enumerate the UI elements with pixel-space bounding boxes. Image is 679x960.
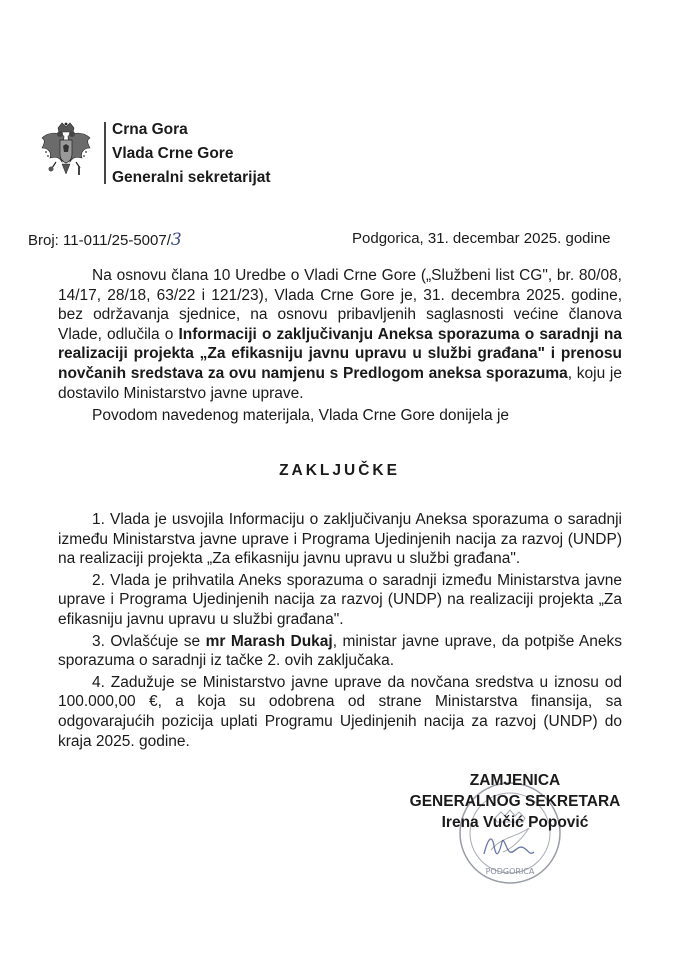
header-country: Crna Gora [112,121,188,138]
intro-text-end: , koju je dostavilo Ministarstvo javne uprave. [58,364,622,402]
conclusion-1: 1. Vlada je usvojila Informaciju o zaključivanju Aneksa sporazuma o saradnji između Ministarstva javne uprave i Programa Ujedinjenih nacija za razvoj (UNDP) na realizaciji projekta „Za efikasniju javnu upravu u službi građana". [58,511,622,568]
conclusions-list [58,510,622,751]
signatory-title-1: ZAMJENICA [469,772,561,789]
signatory-name: Irena Vučić Popović [441,814,589,831]
signatory-title-2: GENERALNOG SEKRETARA [409,793,621,810]
header-divider [104,122,106,184]
header-government: Vlada Crne Gore [112,145,234,162]
coat-of-arms-icon [40,122,92,180]
conclusion-3-minister: mr Marash Dukaj [205,632,333,650]
conclusion-3-end: , ministar javne uprave, da potpiše Aneks sporazuma o saradnji iz tačke 2. ovih zaključaka. [58,632,622,670]
conclusions-title: ZAKLJUČKE [279,462,400,479]
intro-paragraph [58,266,622,426]
conclusion-4: 4. Zadužuje se Ministarstvo javne uprave da novčana sredstva u iznosu od 100.000,00 €, a koja su odobrena od strane Ministarstva finansija, sa odgovarajućih pozicija uplati Programu Ujedinjenih nacija za razvoj (UNDP) do kraja 2025. godine. [58,673,622,750]
document-number-text: Broj: 11-011/25-5007/ [28,232,171,249]
intro-decision-line: Povodom navedenog materijala, Vlada Crne Gore donijela je [92,407,510,425]
intro-subject: Informaciji o zaključivanju Aneksa sporazuma o saradnji na realizaciji projekta „Za efikasniju javnu upravu u službi građana" i prenosu novčanih sredstava za ovu namjenu s Predlogom aneksa sporazuma [58,325,622,382]
intro-text-start: Na osnovu člana 10 Uredbe o Vladi Crne Gore („Službeni list CG", br. 80/08, 14/17, 28/18, 63/22 i 121/23), Vlada Crne Gore je, 31. decembra 2025. godine, bez održavanja sjednice, na osnovu pribavljenih saglasnosti većine članova Vlade, odlučila o [58,267,622,343]
place-date: Podgorica, 31. decembar 2025. godine [352,230,611,247]
conclusion-3 [58,632,622,671]
conclusion-3-start: 3. Ovlašćuje se [92,632,206,650]
header-department: Generalni sekretarijat [112,169,271,186]
document-number-handwritten: 3 [170,230,182,250]
stamp-text: PODGORICA [485,867,535,876]
document-number [28,230,182,250]
conclusion-2: 2. Vlada je prihvatila Aneks sporazuma o saradnji između Ministarstva javne uprave i Programa Ujedinjenih nacija za razvoj (UNDP) na realizaciji projekta „Za efikasniju javnu upravu u službi građana". [58,571,622,628]
handwritten-signature-icon [478,828,538,864]
